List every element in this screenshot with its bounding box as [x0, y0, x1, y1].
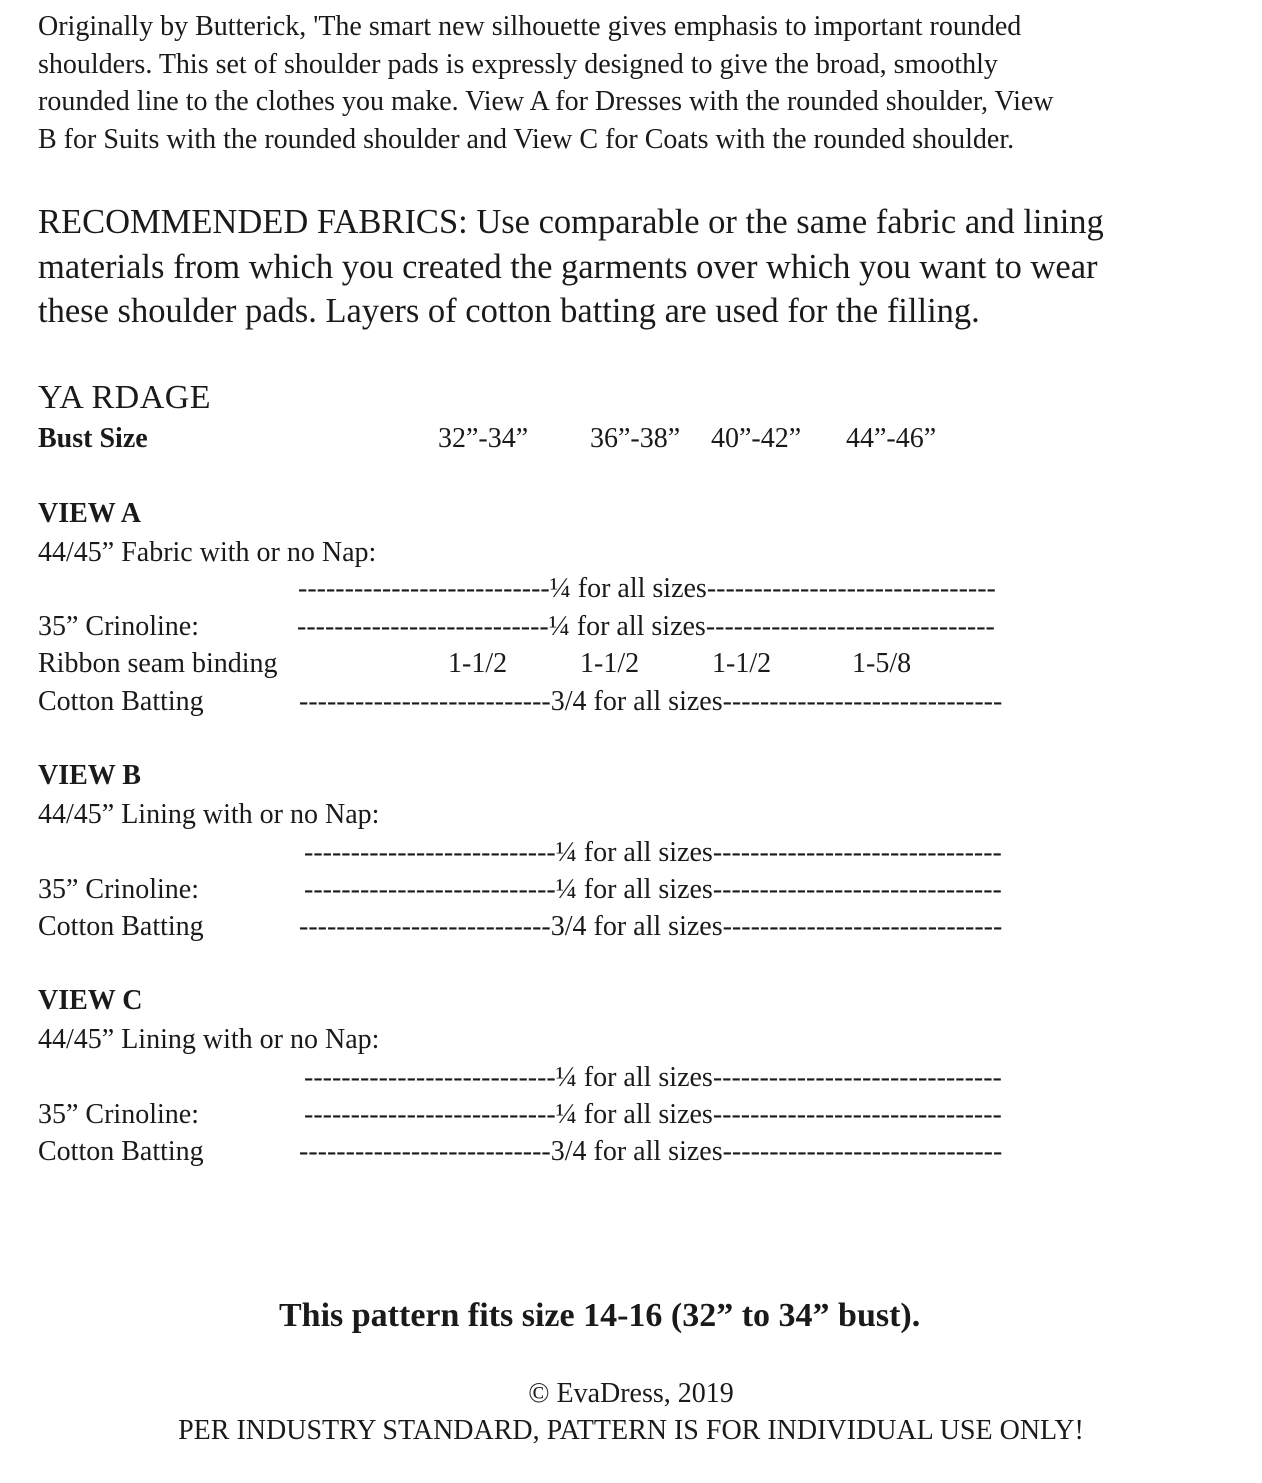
view-b-batting-label: Cotton Batting — [38, 911, 204, 942]
usage-notice: PER INDUSTRY STANDARD, PATTERN IS FOR INDIVIDUAL USE ONLY! — [178, 1415, 1084, 1446]
bust-size-1: 32”-34” — [438, 423, 529, 454]
fabrics-line: RECOMMENDED FABRICS: Use comparable or the same fabric and lining — [38, 203, 1104, 241]
view-c-batting-value: ---------------------------3/4 for all sizes------------------------------ — [299, 1136, 1003, 1167]
view-c-title: VIEW C — [38, 985, 143, 1016]
view-a-crinoline-label: 35” Crinoline: — [38, 611, 199, 642]
view-c-lining-value: ---------------------------¼ for all sizes------------------------------- — [304, 1062, 1002, 1093]
view-a-fabric-value: ---------------------------¼ for all sizes------------------------------- — [298, 573, 996, 604]
view-b-crinoline-label: 35” Crinoline: — [38, 874, 199, 905]
fit-note: This pattern fits size 14-16 (32” to 34” bust). — [279, 1297, 921, 1334]
intro-paragraph — [38, 8, 1238, 158]
view-c-crinoline-label: 35” Crinoline: — [38, 1099, 199, 1130]
view-a-ribbon-value-4: 1-5/8 — [852, 648, 912, 679]
bust-size-4: 44”-46” — [846, 423, 937, 454]
bust-size-label: Bust Size — [38, 423, 148, 454]
intro-line: rounded line to the clothes you make. View A for Dresses with the rounded shoulder, View — [38, 86, 1054, 117]
view-a-ribbon-value-1: 1-1/2 — [448, 648, 508, 679]
view-b-batting-value: ---------------------------3/4 for all sizes------------------------------ — [299, 911, 1003, 942]
view-a-batting-label: Cotton Batting — [38, 686, 204, 717]
intro-line: B for Suits with the rounded shoulder and View C for Coats with the rounded shoulder. — [38, 123, 1015, 155]
bust-size-3: 40”-42” — [711, 423, 802, 454]
view-a-ribbon-value-3: 1-1/2 — [712, 648, 772, 679]
intro-line: shoulders. This set of shoulder pads is expressly designed to give the broad, smoothly — [38, 48, 998, 80]
view-a-fabric-label: 44/45” Fabric with or no Nap: — [38, 537, 377, 568]
view-a-ribbon-label: Ribbon seam binding — [38, 648, 278, 679]
view-a-crinoline-value: ---------------------------¼ for all sizes------------------------------- — [297, 611, 995, 642]
view-b-title: VIEW B — [38, 760, 141, 791]
view-a-batting-value: ---------------------------3/4 for all sizes------------------------------ — [299, 686, 1003, 717]
intro-line: Originally by Butterick, 'The smart new silhouette gives emphasis to important rounded — [38, 11, 1022, 42]
view-c-lining-label: 44/45” Lining with or no Nap: — [38, 1024, 380, 1055]
view-b-crinoline-value: ---------------------------¼ for all sizes------------------------------- — [304, 874, 1002, 905]
view-c-crinoline-value: ---------------------------¼ for all sizes------------------------------- — [304, 1099, 1002, 1130]
view-b-lining-label: 44/45” Lining with or no Nap: — [38, 799, 380, 830]
view-a-ribbon-value-2: 1-1/2 — [580, 648, 640, 679]
view-c-batting-label: Cotton Batting — [38, 1136, 204, 1167]
view-a-title: VIEW A — [38, 498, 141, 529]
yardage-heading: YA RDAGE — [38, 379, 212, 416]
fabrics-line: these shoulder pads. Layers of cotton batting are used for the filling. — [38, 292, 980, 330]
copyright-line: © EvaDress, 2019 — [528, 1378, 734, 1409]
view-b-lining-value: ---------------------------¼ for all sizes------------------------------- — [304, 837, 1002, 868]
recommended-fabrics-paragraph — [38, 200, 1248, 334]
fabrics-line: materials from which you created the garments over which you want to wear — [38, 247, 1098, 286]
bust-size-2: 36”-38” — [590, 423, 681, 454]
